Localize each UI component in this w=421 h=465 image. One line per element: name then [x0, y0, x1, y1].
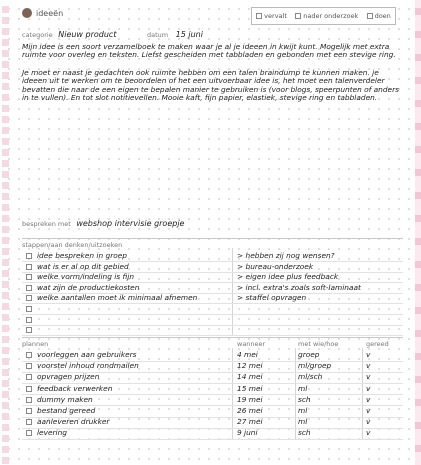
stappen-row — [22, 272, 403, 282]
tab-marker — [415, 8, 421, 15]
plannen-met-wie: ml — [298, 383, 308, 393]
tab-marker — [2, 358, 9, 365]
tab-marker — [415, 146, 421, 153]
stappen-row — [22, 304, 403, 314]
checkbox-icon[interactable] — [26, 352, 32, 358]
wanneer-column-header: wanneer — [237, 340, 266, 348]
tab-marker — [2, 83, 9, 90]
tab-marker — [2, 336, 9, 343]
checkbox-icon[interactable] — [26, 419, 32, 425]
stappen-item: idee bespreken in groep — [37, 251, 127, 260]
tab-marker — [415, 284, 421, 291]
tab-marker — [2, 160, 9, 167]
status-vervalt[interactable]: vervalt — [256, 12, 287, 20]
checkbox-icon[interactable] — [26, 430, 32, 436]
checkbox-icon[interactable] — [295, 13, 301, 19]
stappen-row — [22, 325, 403, 335]
tab-marker — [2, 116, 9, 123]
tab-marker — [2, 369, 9, 376]
checkbox-icon[interactable] — [26, 408, 32, 414]
stappen-item: wat is er al op dit gebied — [37, 261, 129, 271]
tab-marker — [415, 169, 421, 176]
plannen-row — [22, 372, 403, 382]
tab-marker — [2, 6, 9, 13]
plannen-row — [22, 417, 403, 427]
bespreken-value: webshop intervisie groepje — [76, 219, 185, 228]
plannen-met-wie: sch — [298, 394, 311, 404]
bespreken-field — [22, 219, 184, 228]
tab-marker — [2, 446, 9, 453]
tab-marker — [2, 380, 9, 387]
plannen-item: opvragen prijzen — [37, 372, 100, 382]
plannen-gereed: v — [366, 372, 371, 382]
checkbox-icon[interactable] — [26, 397, 32, 403]
tab-marker — [2, 435, 9, 442]
plannen-met-wie: ml — [298, 417, 308, 427]
plannen-gereed: v — [366, 417, 371, 427]
tab-marker — [2, 237, 9, 244]
tab-marker — [2, 226, 9, 233]
plannen-wanneer: 19 mei — [237, 394, 263, 404]
stappen-note: > bureau-onderzoek — [237, 261, 314, 271]
tab-marker — [2, 347, 9, 354]
stappen-note: > hebben zij nog wensen? — [237, 251, 335, 260]
page-header — [22, 8, 63, 18]
plannen-met-wie: ml — [298, 406, 308, 415]
tab-marker — [2, 259, 9, 266]
stappen-note: > incl. extra's zoals soft-laminaat — [237, 282, 361, 292]
tab-marker — [415, 422, 421, 429]
bespreken-label: bespreken met — [22, 220, 71, 228]
checkbox-icon[interactable] — [26, 386, 32, 392]
tab-marker — [415, 399, 421, 406]
lightbulb-icon — [22, 8, 32, 18]
plannen-item: aanleveren drukker — [37, 417, 110, 427]
tab-marker — [415, 123, 421, 130]
plannen-item: dummy maken — [37, 394, 93, 404]
tab-marker — [415, 261, 421, 268]
tab-marker — [2, 413, 9, 420]
tab-marker — [2, 303, 9, 310]
plannen-gereed: v — [366, 406, 371, 415]
plannen-item: levering — [37, 428, 67, 438]
checkbox-icon[interactable] — [26, 374, 32, 380]
plannen-gereed: v — [366, 394, 371, 404]
checkbox-icon[interactable] — [26, 253, 32, 259]
tab-marker — [2, 204, 9, 211]
stappen-section-label: stappen/aan denken/uitzoeken — [22, 241, 123, 249]
checkbox-icon[interactable] — [26, 295, 32, 301]
tab-marker — [2, 138, 9, 145]
tab-marker — [415, 238, 421, 245]
row-divider — [22, 439, 403, 440]
stappen-item: welke aantallen moet ik minimaal afnemen — [37, 293, 198, 303]
checkbox-icon[interactable] — [256, 13, 262, 19]
plannen-wanneer: 14 mei — [237, 372, 263, 382]
status-checkboxes — [251, 7, 396, 25]
tab-marker — [415, 330, 421, 337]
tab-marker — [2, 94, 9, 101]
tab-marker — [2, 61, 9, 68]
plannen-item: bestand gereed — [37, 406, 96, 415]
tab-marker — [415, 215, 421, 222]
tab-marker — [2, 72, 9, 79]
datum-field — [147, 30, 203, 39]
plannen-item: voorleggen aan gebruikers — [37, 350, 137, 359]
plannen-met-wie: groep — [298, 350, 320, 359]
stappen-row — [22, 315, 403, 325]
tab-marker — [2, 17, 9, 24]
page-title: ideeën — [36, 8, 64, 18]
stappen-note: > staffel opvragen — [237, 293, 307, 303]
status-nader-onderzoek[interactable]: nader onderzoek — [295, 12, 358, 20]
checkbox-icon[interactable] — [26, 363, 32, 369]
plannen-wanneer: 27 mei — [237, 417, 263, 427]
tab-marker — [2, 182, 9, 189]
checkbox-icon[interactable] — [26, 264, 32, 270]
stappen-row — [22, 283, 403, 293]
tab-marker — [415, 376, 421, 383]
plannen-met-wie: sch — [298, 428, 311, 438]
datum-value: 15 juni — [175, 30, 203, 39]
tab-marker — [2, 402, 9, 409]
stappen-row — [22, 293, 403, 303]
plannen-row — [22, 428, 403, 438]
tab-marker — [415, 100, 421, 107]
met-wie-column-header: met wie/hoe — [298, 340, 339, 348]
tab-marker — [2, 281, 9, 288]
tab-marker — [2, 50, 9, 57]
tab-marker — [415, 77, 421, 84]
tab-marker — [2, 292, 9, 299]
plannen-row — [22, 395, 403, 405]
tab-marker — [2, 314, 9, 321]
tab-marker — [2, 325, 9, 332]
status-doen[interactable]: doen — [367, 12, 391, 20]
checkbox-icon[interactable] — [26, 327, 32, 333]
plannen-wanneer: 15 mei — [237, 383, 263, 393]
plannen-section-label: plannen — [22, 340, 49, 348]
tab-marker — [2, 28, 9, 35]
plannen-wanneer: 12 mei — [237, 361, 263, 371]
stappen-note: > eigen idee plus feedback — [237, 272, 339, 282]
plannen-item: feedback verwerken — [37, 383, 113, 393]
tab-marker — [2, 457, 9, 464]
tab-marker — [415, 307, 421, 314]
tab-marker — [2, 149, 9, 156]
plannen-met-wie: ml/sch — [298, 372, 323, 382]
plannen-row — [22, 406, 403, 416]
tab-marker — [415, 192, 421, 199]
checkbox-icon[interactable] — [26, 317, 32, 323]
tab-marker — [2, 215, 9, 222]
gereed-column-header: gereed — [366, 340, 389, 348]
description-paragraph-1: Mijn idee is een soort verzamelboek te maken waar je al je ideeen in kwijt kunt. Mogelijk met extra ruimte voor overleg en teksten. Liefst gescheiden met tabbladen en gebonden met een stevige ring. — [22, 42, 396, 60]
right-tab-strip — [415, 0, 421, 465]
plannen-wanneer: 4 mei — [237, 350, 258, 359]
plannen-gereed: v — [366, 383, 371, 393]
tab-marker — [2, 424, 9, 431]
plannen-wanneer: 26 mei — [237, 406, 263, 415]
datum-label: datum — [147, 31, 169, 39]
tab-marker — [415, 54, 421, 61]
plannen-item: voorstel inhoud rondmailen — [37, 361, 139, 371]
tab-marker — [2, 391, 9, 398]
plannen-gereed: v — [366, 350, 371, 359]
checkbox-icon[interactable] — [26, 306, 32, 312]
tab-marker — [2, 105, 9, 112]
plannen-row — [22, 350, 403, 360]
stappen-row — [22, 251, 403, 261]
categorie-value: Nieuw product — [58, 30, 117, 39]
stappen-item: wat zijn de productiekosten — [37, 282, 140, 292]
categorie-field — [22, 30, 116, 39]
tab-marker — [2, 270, 9, 277]
tab-marker — [415, 353, 421, 360]
tab-marker — [2, 193, 9, 200]
categorie-label: categorie — [22, 31, 53, 39]
tab-marker — [2, 127, 9, 134]
tab-marker — [2, 171, 9, 178]
checkbox-icon[interactable] — [26, 285, 32, 291]
left-tab-strip — [2, 0, 10, 465]
plannen-gereed: v — [366, 428, 371, 438]
tab-marker — [415, 445, 421, 452]
plannen-wanneer: 9 juni — [237, 428, 258, 438]
divider — [22, 238, 403, 239]
plannen-row — [22, 384, 403, 394]
description-paragraph-2: Je moet er naast je gedachten ook ruimte hebben om een talen braindump te kunnen maken. je ideeen uit te werken om te beoordelen of het een uitvoerbaar idee is, het moet een talenverdeler bevatten die naar de een eigen te bepalen manier te gebruiken is (voor blogs, speerpunten of anders in te vullen). En tot slot notitievellen. Mooie kaft, fijn papier, elastiek, stevige ring en tabbladen. — [22, 68, 399, 103]
checkbox-icon[interactable] — [367, 13, 373, 19]
plannen-gereed: v — [366, 361, 371, 371]
plannen-row — [22, 361, 403, 371]
divider — [22, 337, 403, 338]
tab-marker — [2, 39, 9, 46]
checkbox-icon[interactable] — [26, 274, 32, 280]
tab-marker — [2, 248, 9, 255]
stappen-row — [22, 262, 403, 272]
plannen-met-wie: ml/groep — [298, 361, 332, 371]
stappen-item: welke vorm/indeling is fijn — [37, 272, 135, 282]
tab-marker — [415, 31, 421, 38]
